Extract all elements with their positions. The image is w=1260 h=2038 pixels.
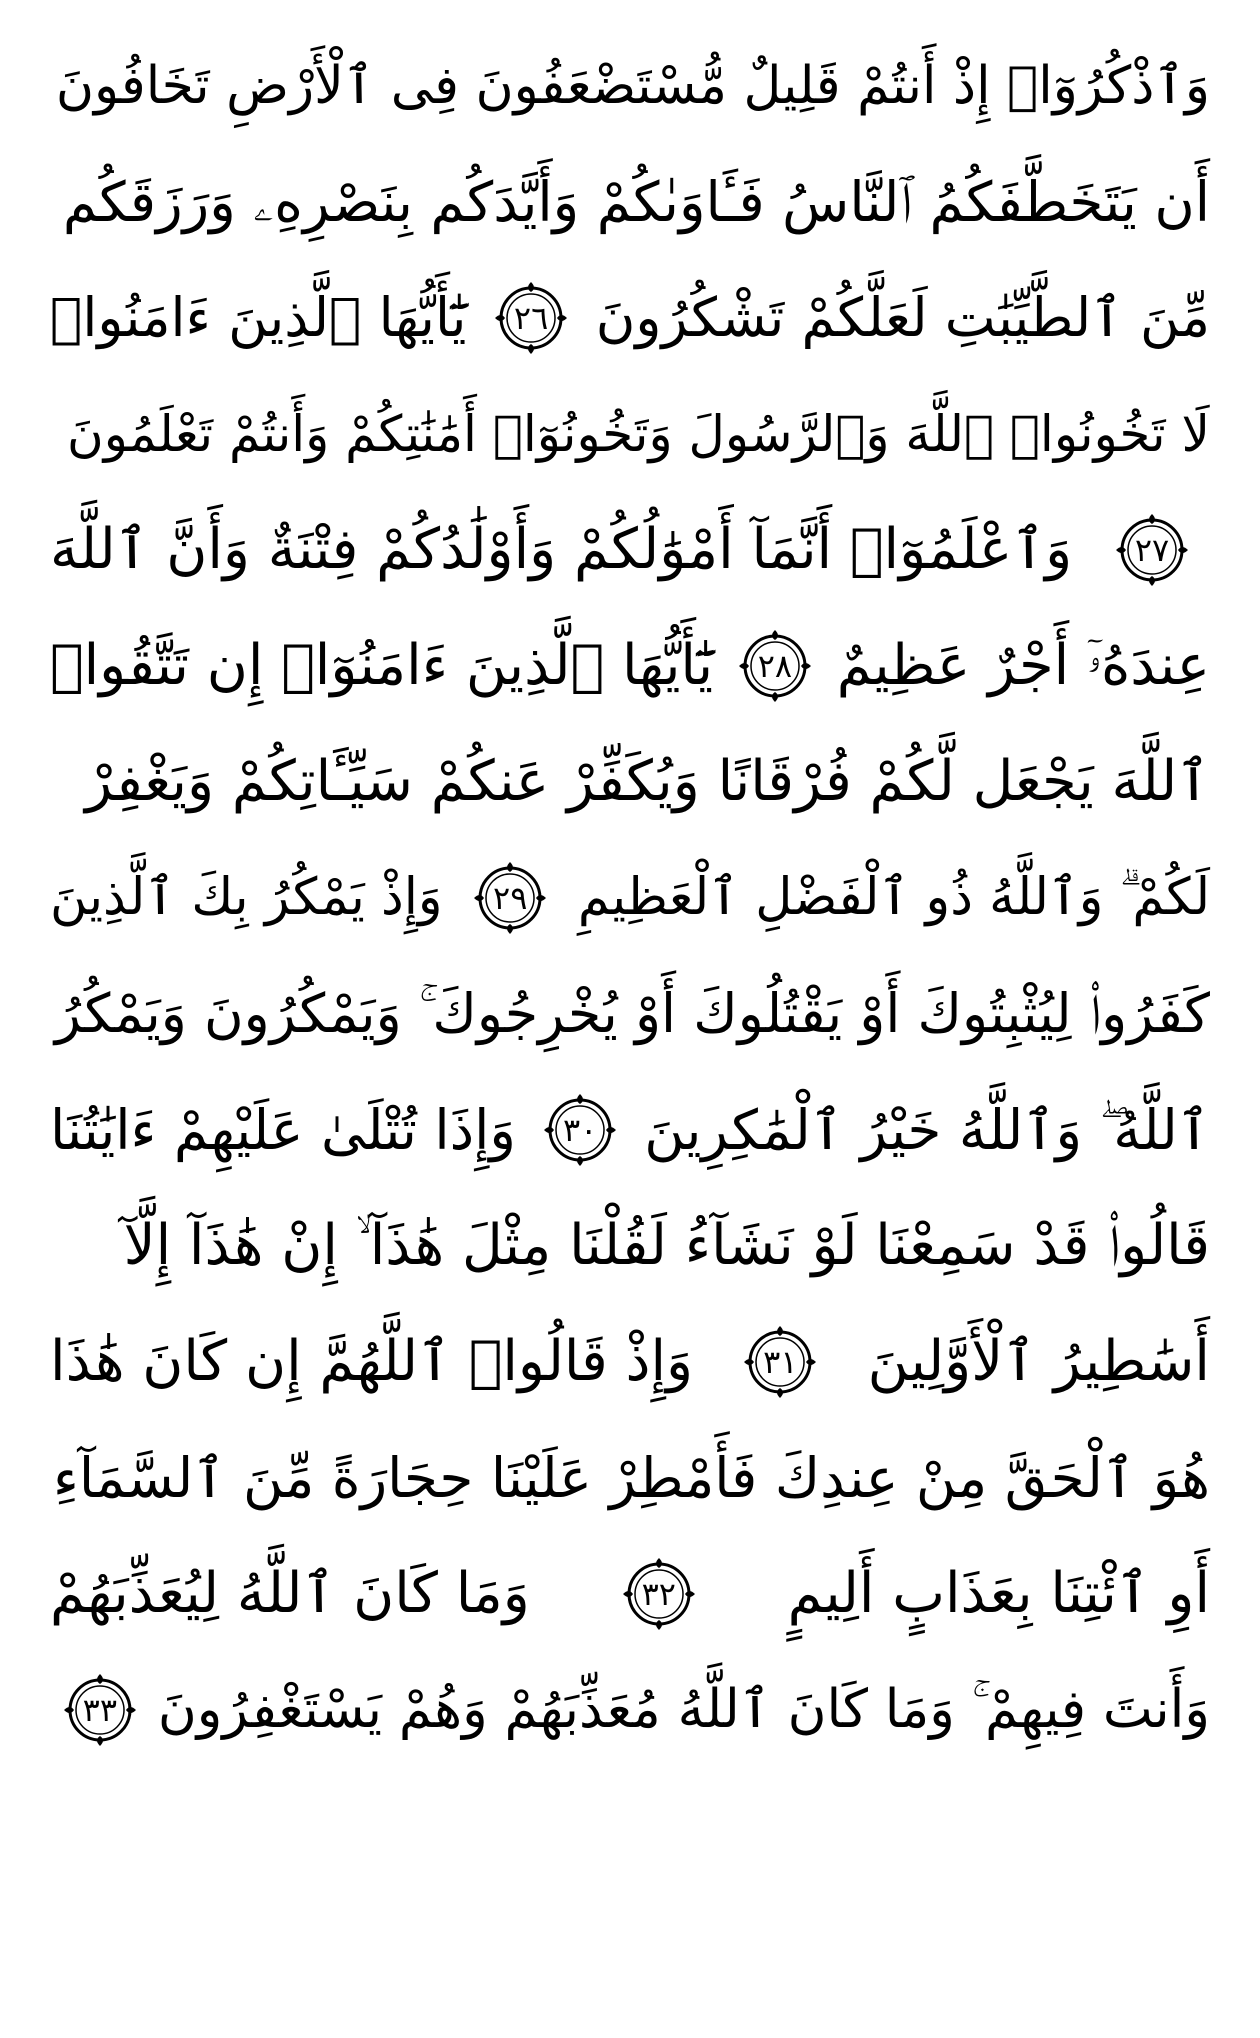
line-text: ٱللَّهَ يَجْعَل لَّكُمْ فُرْقَانًا وَيُكَفِّرْ عَنكُمْ سَيِّـَٔاتِكُمْ وَيَغْفِرْ [85,749,1210,814]
line-text: قَالُوا۟ قَدْ سَمِعْنَا لَوْ نَشَآءُ لَقُلْنَا مِثْلَ هَٰذَآ ۙ إِنْ هَٰذَآ إِلَّآ [123,1213,1210,1278]
verse-line-8 [50,840,1210,956]
verse-line-15 [50,1652,1210,1768]
ayah-number: ٢٧ [1134,531,1170,569]
verse-line-9 [50,956,1210,1072]
line-text: يَٰٓأَيُّهَا ٱلَّذِينَ ءَامَنُوا۟ [50,286,467,349]
verse-line-14 [50,1536,1210,1652]
verse-line-13 [50,1420,1210,1536]
line-text: أَوِ ٱئْتِنَا بِعَذَابٍ أَلِيمٍ [787,1561,1210,1626]
line-text: عِندَهُۥٓ أَجْرٌ عَظِيمٌ [836,633,1210,698]
ayah-end-marker [540,1090,620,1170]
verse-line-11 [50,1188,1210,1304]
line-text: هُوَ ٱلْحَقَّ مِنْ عِندِكَ فَأَمْطِرْ عَلَيْنَا حِجَارَةً مِّنَ ٱلسَّمَآءِ [53,1446,1210,1510]
ayah-number: ٢٨ [757,647,793,685]
ayah-number: ٣٣ [82,1691,118,1729]
verse-line-5 [50,492,1210,608]
ayah-number: ٢٩ [493,879,528,917]
ayah-end-marker [1112,510,1192,590]
ayah-number: ٣٢ [641,1575,676,1613]
verse-line-4 [50,376,1210,492]
verse-line-6 [50,608,1210,724]
ayah-number: ٣١ [763,1343,798,1381]
ayah-number: ٢٦ [513,299,549,337]
line-text: وَٱذْكُرُوٓا۟ إِذْ أَنتُمْ قَلِيلٌ مُّسْتَضْعَفُونَ فِى ٱلْأَرْضِ تَخَافُونَ [55,56,1210,116]
verse-line-1 [50,28,1210,144]
line-text: وَمَا كَانَ ٱللَّهُ لِيُعَذِّبَهُمْ [50,1561,530,1626]
line-text: وَإِذْ يَمْكُرُ بِكَ ٱلَّذِينَ [50,868,443,927]
ayah-end-marker [491,278,571,358]
line-text: وَأَنتَ فِيهِمْ ۚ وَمَا كَانَ ٱللَّهُ مُعَذِّبَهُمْ وَهُمْ يَسْتَغْفِرُونَ [157,1679,1210,1740]
ayah-number: ٣٠ [562,1111,598,1149]
line-text: وَٱعْلَمُوٓا۟ أَنَّمَآ أَمْوَٰلُكُمْ وَأَوْلَٰدُكُمْ فِتْنَةٌ وَأَنَّ ٱللَّهَ [50,517,1073,582]
line-text: أَسَٰطِيرُ ٱلْأَوَّلِينَ [867,1329,1210,1394]
ayah-end-marker [60,1670,140,1750]
verse-line-7 [50,724,1210,840]
line-text: كَفَرُوا۟ لِيُثْبِتُوكَ أَوْ يَقْتُلُوكَ أَوْ يُخْرِجُوكَ ۚ وَيَمْكُرُونَ وَيَمْكُرُ [54,982,1210,1045]
line-text: وَإِذَا تُتْلَىٰ عَلَيْهِمْ ءَايَٰتُنَا [50,1098,516,1162]
line-text: لَكُمْ ۗ وَٱللَّهُ ذُو ٱلْفَضْلِ ٱلْعَظِيمِ [577,868,1210,927]
ayah-end-marker [735,626,815,706]
verse-line-3 [50,260,1210,376]
line-text: يَٰٓأَيُّهَا ٱلَّذِينَ ءَامَنُوٓا۟ إِن تَتَّقُوا۟ [50,633,714,698]
ayah-end-marker [740,1322,820,1402]
ayah-end-marker [619,1554,699,1634]
verse-line-12 [50,1304,1210,1420]
line-text: مِّنَ ٱلطَّيِّبَٰتِ لَعَلَّكُمْ تَشْكُرُونَ [595,286,1210,349]
line-text: لَا تَخُونُوا۟ ٱللَّهَ وَٱلرَّسُولَ وَتَخُونُوٓا۟ أَمَٰنَٰتِكُمْ وَأَنتُمْ تَعْلَمُونَ [67,405,1210,463]
line-text: ٱللَّهُ ۖ وَٱللَّهُ خَيْرُ ٱلْمَٰكِرِينَ [644,1098,1210,1162]
line-text: وَإِذْ قَالُوا۟ ٱللَّهُمَّ إِن كَانَ هَٰذَا [50,1329,694,1394]
verse-line-2 [50,144,1210,260]
line-text: أَن يَتَخَطَّفَكُمُ ٱلنَّاسُ فَـَٔاوَىٰكُمْ وَأَيَّدَكُم بِنَصْرِهِۦ وَرَزَقَكُم [62,170,1210,234]
ayah-end-marker [470,858,550,938]
verse-line-10 [50,1072,1210,1188]
